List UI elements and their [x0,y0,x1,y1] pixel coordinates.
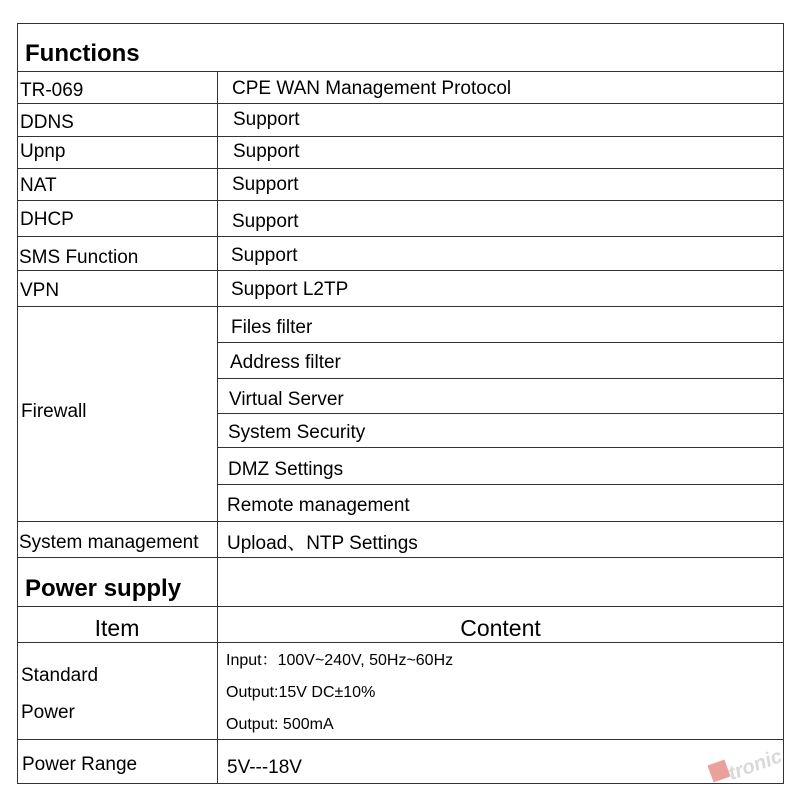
row-key: DHCP [20,209,74,230]
standard-power-key-line1: Standard [21,665,99,686]
firewall-value: Address filter [230,352,341,373]
system-management-value: Upload、NTP Settings [227,533,418,554]
border-top [17,23,784,24]
row-rule [17,642,784,643]
row-key: SMS Function [19,247,139,268]
row-rule [17,270,784,271]
row-key: DDNS [20,112,74,133]
firewall-rule [217,484,784,485]
row-rule [17,739,784,740]
row-rule [17,200,784,201]
row-rule [17,71,784,72]
row-rule [17,136,784,137]
brand-logo [708,742,798,792]
row-value: Support [232,174,299,195]
row-value: Support [232,211,299,232]
row-value: CPE WAN Management Protocol [232,78,512,99]
row-rule [17,236,784,237]
power-range-value: 5V---18V [227,757,302,778]
power-range-key: Power Range [22,754,138,775]
system-management-key: System management [19,532,199,553]
border-left [17,23,18,783]
standard-power-value: Output: 500mA [226,716,334,733]
row-value: Support [233,141,300,162]
firewall-value: DMZ Settings [228,459,344,480]
row-rule [17,557,784,558]
standard-power-value: Input：100V~240V, 50Hz~60Hz [226,652,454,669]
firewall-value: Files filter [231,317,313,338]
column-divider [217,71,218,783]
standard-power-key-line2: Power [21,702,75,723]
power-title: Power supply [25,575,182,602]
svg-text:tronic: tronic [725,745,786,785]
firewall-rule [217,447,784,448]
firewall-rule [217,413,784,414]
row-rule [17,168,784,169]
row-key: TR-069 [20,80,84,101]
firewall-value: Remote management [227,495,410,516]
row-key: NAT [20,175,57,196]
functions-title: Functions [25,40,140,67]
row-value: Support [231,245,298,266]
firewall-value: System Security [228,422,366,443]
header-content: Content [460,615,541,641]
row-value: Support L2TP [231,279,349,300]
border-bottom [17,783,784,784]
firewall-key: Firewall [21,401,87,422]
firewall-value: Virtual Server [229,389,344,410]
standard-power-value: Output:15V DC±10% [226,684,376,701]
row-key: Upnp [20,141,66,162]
row-rule [17,103,784,104]
row-rule [17,521,784,522]
row-value: Support [233,109,300,130]
spec-table [17,23,784,783]
firewall-rule [217,378,784,379]
row-rule [17,606,784,607]
border-right [783,23,784,783]
firewall-rule [217,342,784,343]
row-key: VPN [20,280,60,301]
brand-logo-graphic [708,742,798,792]
row-rule [17,306,784,307]
header-item: Item [94,615,140,641]
